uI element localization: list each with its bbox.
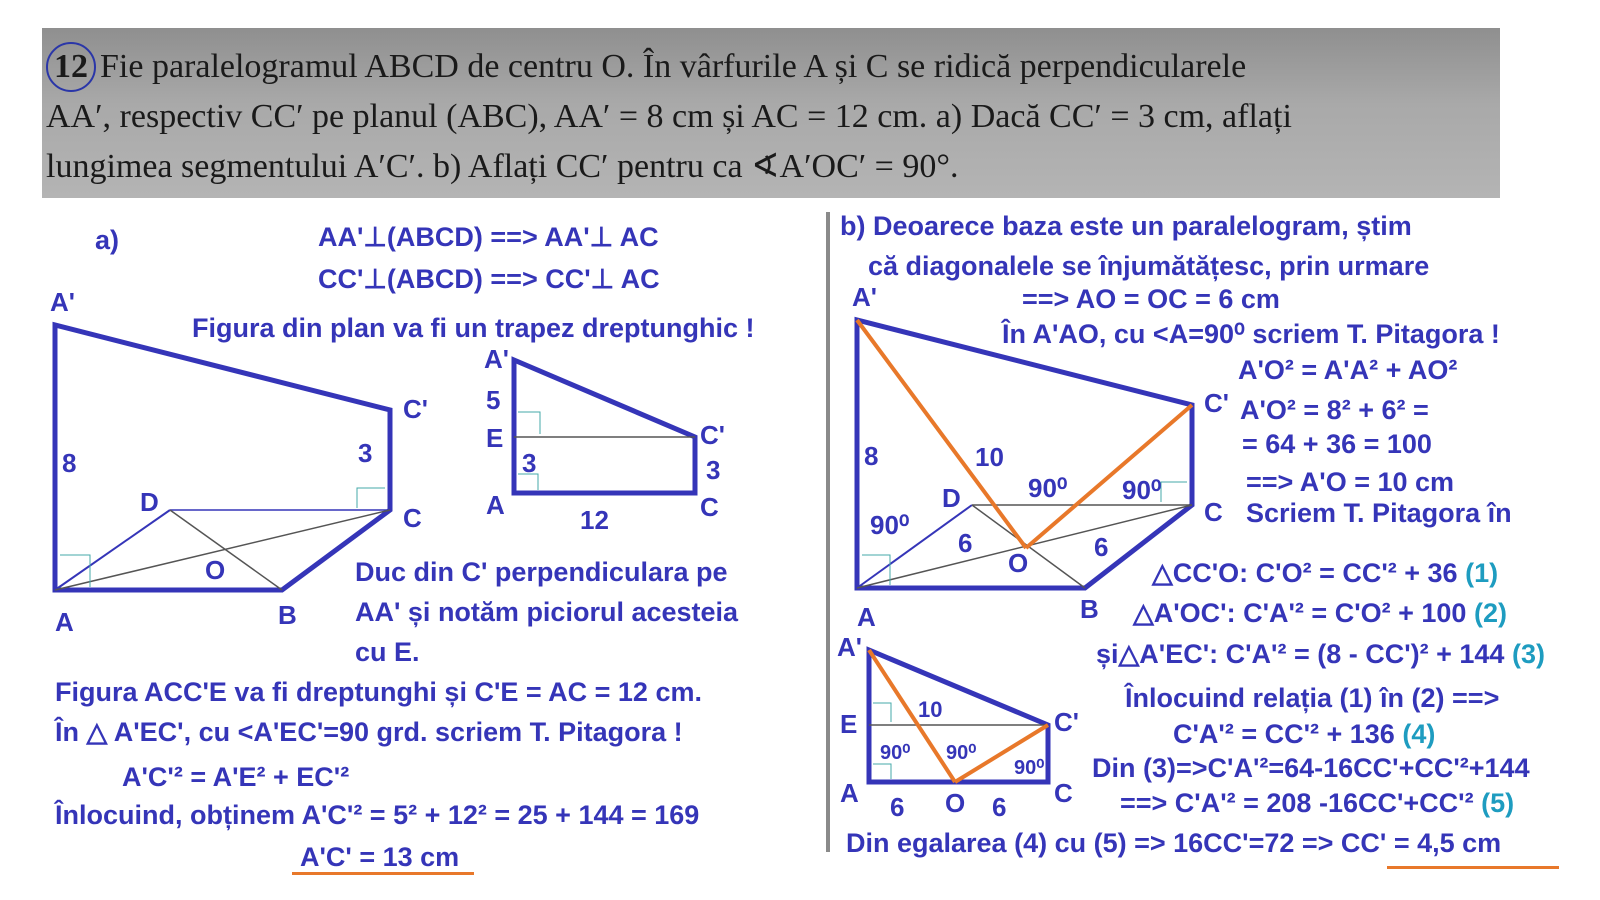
part-a-label: a) — [95, 225, 120, 255]
rectangle-statement: Figura ACC'E va fi dreptunghi și C'E = AC = 12 cm. — [55, 677, 702, 707]
fig3-label-90-a: 90⁰ — [870, 510, 910, 540]
answer-a: A'C' = 13 cm — [300, 842, 460, 872]
fig4-label-90-b: 90⁰ — [946, 742, 977, 764]
fig2-label-C: C — [700, 492, 719, 522]
answer-b-underline — [1387, 866, 1559, 869]
relation-3: și△A'EC': C'A'² = (8 - CC')² + 144 (3) — [1096, 639, 1545, 669]
fig4-label-A1: A' — [837, 632, 862, 662]
fig1-label-C1: C' — [403, 394, 428, 424]
fig3-label-6b: 6 — [1094, 532, 1109, 562]
fig3-label-D: D — [942, 483, 961, 513]
fig3-label-A1: A' — [852, 282, 877, 312]
fig3-label-90-b: 90⁰ — [1028, 473, 1068, 503]
relation-5: ==> C'A'² = 208 -16CC'+CC'² (5) — [1120, 788, 1515, 818]
fig3-label-C1: C' — [1204, 388, 1229, 418]
pythagoras-formula: A'C'² = A'E² + EC'² — [122, 762, 350, 792]
fig4-label-6a: 6 — [890, 792, 905, 822]
eq-5: Scriem T. Pitagora în — [1246, 498, 1512, 528]
eq-3: = 64 + 36 = 100 — [1242, 429, 1432, 459]
fig1-label-A: A — [55, 607, 74, 637]
perp-statement-1: AA'⊥(ABCD) ==> AA'⊥ AC — [318, 222, 659, 252]
eq-2: A'O² = 8² + 6² = — [1240, 395, 1429, 425]
fig1-label-B: B — [278, 600, 297, 630]
fig2-label-A: A — [486, 490, 505, 520]
answer-b: CC' = 4,5 cm — [1340, 828, 1502, 858]
part-b-line-4: În A'AO, cu <A=90⁰ scriem T. Pitagora ! — [1002, 319, 1500, 349]
fig3-label-A: A — [857, 602, 876, 632]
fig4-label-10: 10 — [918, 697, 943, 722]
fig1-label-3: 3 — [358, 438, 373, 468]
part-b-line-2: că diagonalele se înjumătățesc, prin urmare — [868, 251, 1430, 281]
fig3-label-6a: 6 — [958, 528, 973, 558]
eq-1: A'O² = A'A² + AO² — [1238, 355, 1458, 385]
problem-line-3: lungimea segmentului A′C′. b) Aflați CC′ pentru ca ∢A′OC′ = 90°. — [46, 148, 959, 185]
fig3-label-C: C — [1204, 497, 1223, 527]
problem-line-2: AA′, respectiv CC′ pe planul (ABC), AA′ = 8 cm și AC = 12 cm. a) Dacă CC′ = 3 cm, aflați — [46, 98, 1292, 135]
fig2-label-3b: 3 — [706, 455, 721, 485]
fig3-label-B: B — [1080, 594, 1099, 624]
fig2-label-5: 5 — [486, 385, 501, 415]
fig1-label-8: 8 — [62, 448, 77, 478]
fig1-label-O: O — [205, 555, 226, 585]
fig4-label-C1: C' — [1054, 707, 1079, 737]
final-line: Din egalarea (4) cu (5) => 16CC'=72 => CC' = 4,5 cm — [846, 828, 1502, 858]
relation-expand: Din (3)=>C'A'²=64-16CC'+CC'²+144 — [1092, 753, 1530, 783]
relation-4: C'A'² = CC'² + 136 (4) — [1173, 719, 1436, 749]
fig3-label-90-c: 90⁰ — [1122, 475, 1162, 505]
fig2-label-C1: C' — [700, 420, 725, 450]
fig4-label-A: A — [840, 778, 859, 808]
fig2-label-3a: 3 — [522, 448, 537, 478]
fig3-label-8: 8 — [864, 441, 879, 471]
part-b-line-1: b) Deoarece baza este un paralelogram, știm — [840, 211, 1412, 241]
duc-line-3: cu E. — [355, 637, 420, 667]
figure-1 — [55, 325, 390, 590]
fig3-label-10: 10 — [975, 442, 1004, 472]
pythagoras-statement: În △ A'EC', cu <A'EC'=90 grd. scriem T. Pitagora ! — [55, 717, 683, 747]
fig4-label-90-a: 90⁰ — [880, 742, 911, 764]
fig4-label-E: E — [840, 709, 858, 739]
fig1-label-C: C — [403, 503, 422, 533]
fig2-label-A1: A' — [484, 344, 509, 374]
relation-2: △A'OC': C'A'² = C'O² + 100 (2) — [1133, 598, 1507, 628]
answer-a-underline — [292, 872, 474, 875]
fig4-label-6b: 6 — [992, 792, 1007, 822]
part-b-line-3: ==> AO = OC = 6 cm — [1022, 284, 1280, 314]
fig1-label-D: D — [140, 487, 159, 517]
eq-4: ==> A'O = 10 cm — [1246, 467, 1455, 497]
relation-substitution: Înlocuind relația (1) în (2) ==> — [1125, 683, 1500, 713]
perp-statement-2: CC'⊥(ABCD) ==> CC'⊥ AC — [318, 264, 660, 294]
relation-1: △CC'O: C'O² = CC'² + 36 (1) — [1152, 558, 1499, 588]
duc-line-1: Duc din C' perpendiculara pe — [355, 557, 728, 587]
figure-2 — [514, 360, 695, 493]
substitution-line: Înlocuind, obținem A'C'² = 5² + 12² = 25 + 144 = 169 — [55, 800, 700, 830]
fig4-label-C: C — [1054, 778, 1073, 808]
fig4-label-90-c: 90⁰ — [1014, 757, 1045, 779]
figure-note: Figura din plan va fi un trapez dreptunghic ! — [192, 313, 755, 343]
fig3-label-O: O — [1008, 548, 1029, 578]
fig2-label-12: 12 — [580, 505, 609, 535]
fig4-label-O: O — [945, 788, 966, 818]
duc-line-2: AA' și notăm piciorul acesteia — [355, 597, 739, 627]
problem-number: 12 — [46, 42, 96, 92]
fig1-label-A1: A' — [50, 287, 75, 317]
problem-line-1: 12 Fie paralelogramul ABCD de centru O. În vârfurile A și C se ridică perpendicularele — [46, 42, 1246, 92]
fig2-label-E: E — [486, 423, 504, 453]
